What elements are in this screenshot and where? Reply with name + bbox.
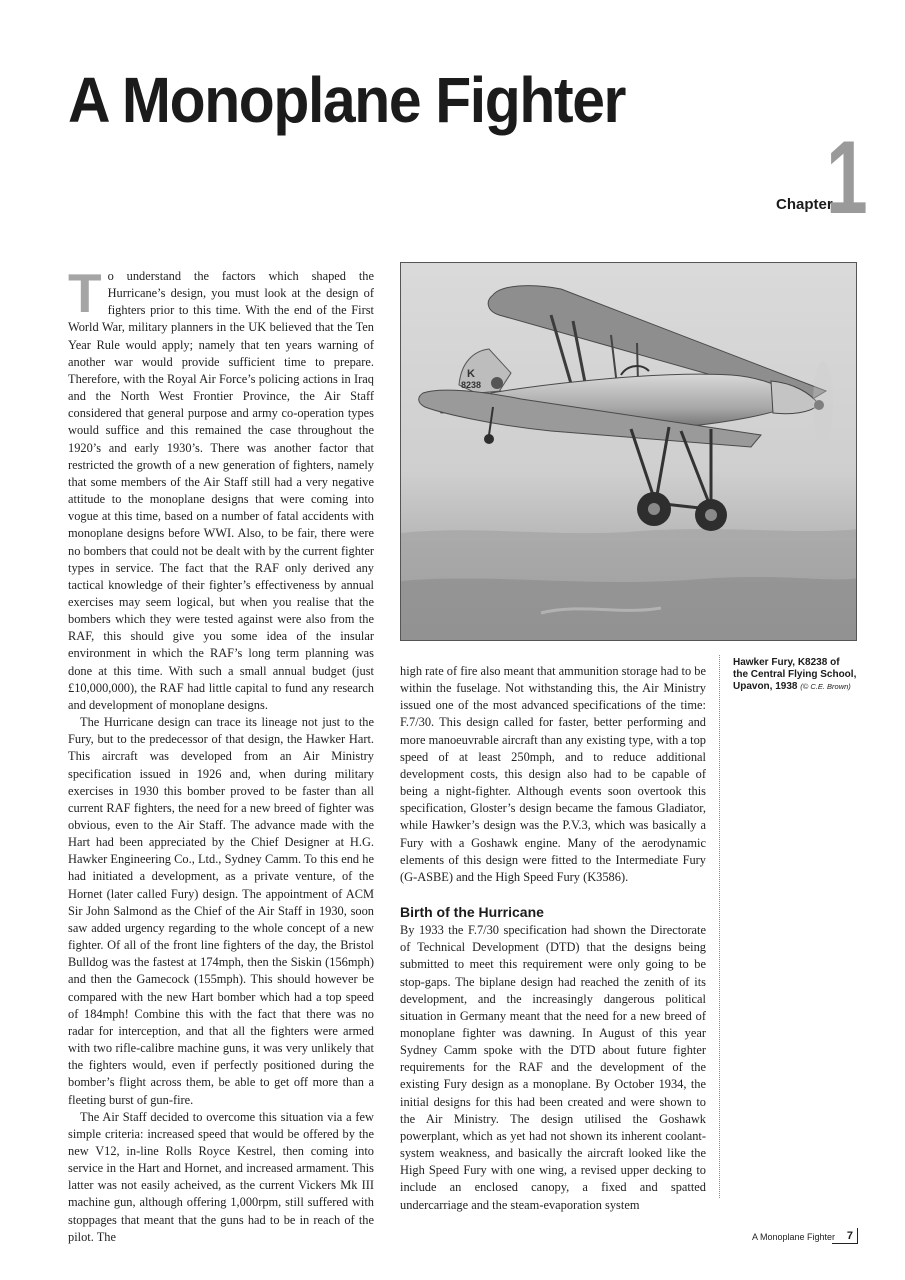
chapter-number: 1 <box>826 120 868 236</box>
tail-code-letter: K <box>467 368 475 380</box>
drop-cap: T <box>68 262 102 324</box>
caption-divider <box>719 655 720 1198</box>
right-text-column <box>400 663 706 1214</box>
paragraph-f730-spec: high rate of fire also meant that ammunition storage had to be within the fuselage. Not withstanding this, the Air Ministry issued one of the most advanced specifications of the time: F.7/30. This design called for faster, better performing and more manoeuvrable aircraft than any existing type, with a top speed of at least 250mph, and to reduce additional development costs, this design also had to be capable of being a night-fighter. Although events soon overtook this specification, Gloster’s design became the famous Gladiator, while Hawker’s design was the P.V.3, which was basically a Fury with a Goshawk engine. Many of the aerodynamic elements of this design were fitted to the Intermediate Fury (G-ASBE) and the High Speed Fury (K3586). <box>400 664 706 884</box>
photo-credit: (© C.E. Brown) <box>800 682 851 691</box>
paragraph-hart-lineage: The Hurricane design can trace its lineage not just to the Fury, but to the predecessor of that design, the Hawker Hart. This aircraft was developed from an Air Ministry specification issued in 1926 and, when during military exercises in 1930 this bomber proved to be faster than all current RAF fighters, the need for a new breed of fighter was obvious, even to the Air Staff. The advance made with the Hart had been appreciated by the Chief Designer at H.G. Hawker Engineering Co., Ltd., Sydney Camm. To this end he had initiated a development, as a private venture, of the Hornet (later called Fury) design. The appointment of ACM Sir John Salmond as the Chief of the Air Staff in 1930, soon saw added urgency regarding to the whole concept of a new fighter. Of all of the front line fighters of the day, the Bristol Bulldog was the fastest at 174mph, then the Siskin (156mph) and then the Gamecock (155mph). This should however be compared with the new Hart bomber which had a top speed of 184mph! Combine this with the fact that there was no radar for interception, and that all the fighters were armed with two rifle-calibre machine guns, it was very unlikely that the fighters would, even if perfectly positioned during the bomber’s flight across them, be able to get off more than a fleeting burst of gun-fire. <box>68 715 374 1107</box>
propeller-disc <box>813 361 833 445</box>
running-footer-title: A Monoplane Fighter <box>752 1232 836 1242</box>
caption-text: Hawker Fury, K8238 of the Central Flying School, Upavon, 1938 <box>733 657 857 692</box>
intro-paragraph <box>68 262 374 714</box>
section-heading: Birth of the Hurricane <box>400 904 544 921</box>
chapter-title: A Monoplane Fighter <box>68 64 626 136</box>
paragraph-air-staff-criteria: The Air Staff decided to overcome this situation via a few simple criteria: increased speed that would be offered by the new V12, in-line Rolls Royce Kestrel, then coming into service in the Hart and Hornet, and increased armament. This latter was not easily acheived, as the current Vickers Mk III machine gun, although offering 1,000rpm, still suffered with stoppages that meant that the guns had to be in reach of the pilot. The <box>68 1109 374 1244</box>
photo-caption <box>733 657 857 693</box>
intro-text: o understand the factors which shaped the Hurricane’s design, you must look at the design of fighters prior to this time. With the end of the First World War, military planners in the UK believed that the Ten Year Rule would apply; namely that ten years warning of another war would provide sufficient time to prepare. Therefore, with the Royal Air Force’s policing actions in Iraq and the North West Frontier Province, the Air Staff considered that general purpose and army co-operation types would suffice and this remained the case throughout the 1920’s and early 1930’s. There was another factor that restricted the growth of a new generation of fighters, namely that some members of the Air Staff still had a very negative attitude to the monoplane designs that were coming into vogue at this time, based on a number of fatal accidents with monoplane designs before WWI. Also, to be fair, there were no bombers that could not be dealt with by the current fighter types in service. The fact that the RAF only derived any tactical knowledge of their fighter’s effectiveness by annual exercises may seem logical, but when you realise that the bombers which they were tested against were also from the RAF, this should give you some idea of the insular environment in which the RAF’s long term planning was done at this time. With such a small annual budget (just £10,000,000), the RAF had little capital to fund any research and development of monoplane designs. <box>68 269 374 712</box>
paragraph-birth: By 1933 the F.7/30 specification had shown the Directorate of Technical Development (DTD) that the designs being submitted to meet this requirement were only going to be stop-gaps. The biplane design had reached the zenith of its development, and the increasingly dangerous political situation in Germany meant that the need for a new breed of monoplane fighter was dawning. In August of this year Sydney Camm spoke with the DTD about future fighter requirements for the RAF and the development of the existing Fury design as a monoplane. By October 1934, the initial designs for this had been created and were shown to the Air Ministry. The design utilised the Goshawk powerplant, which as yet had not shown its inherent coolant-system weakness, and basically the aircraft looked like the High Speed Fury with one wing, a revised upper decking to include an enclosed canopy, a fixed and spatted undercarriage and the steam-evaporation system <box>400 923 706 1212</box>
left-text-column <box>68 262 374 1246</box>
aircraft-photo <box>400 262 857 641</box>
tail-serial: 8238 <box>461 380 482 390</box>
page-number: 7 <box>832 1228 858 1244</box>
chapter-label: Chapter <box>776 196 833 213</box>
